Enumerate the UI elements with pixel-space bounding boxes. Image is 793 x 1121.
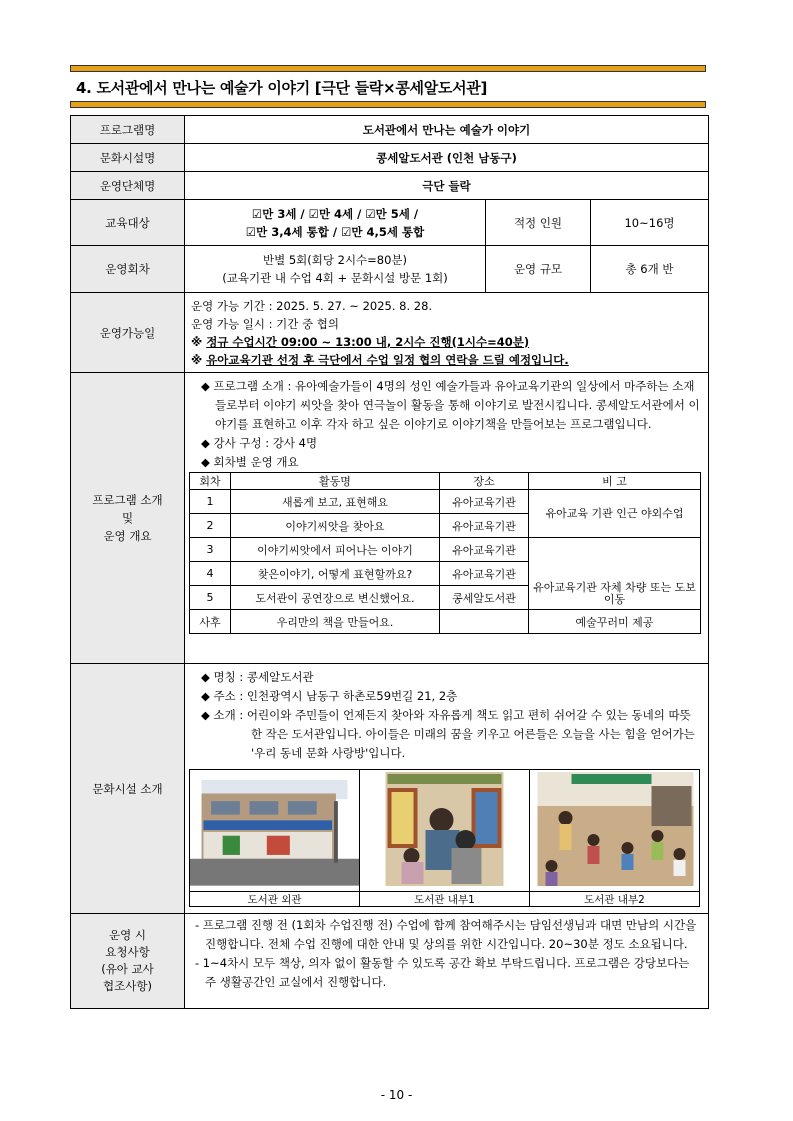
session-place: 유아교육기관 [440,490,529,514]
session-plan-table [189,472,701,634]
session-place: 유아교육기관 [440,514,529,538]
photo-caption-interior-2: 도서관 내부2 [530,891,699,908]
program-info-table [70,115,709,1009]
photo-caption-interior-1: 도서관 내부1 [360,891,529,908]
library-interior-1-image [360,770,529,888]
facility-intro-content [185,664,709,914]
capacity-label: 적정 인원 [486,200,591,246]
operator-value: 극단 들락 [185,172,709,200]
scale-label: 운영 규모 [486,246,591,293]
col-header-activity: 활동명 [231,473,440,490]
session-no: 4 [190,562,231,586]
session-no: 사후 [190,610,231,634]
target-line-2: ☑만 3,4세 통합 / ☑만 4,5세 통합 [245,224,425,239]
dates-value [185,293,709,373]
dates-period: 운영 가능 기간 : 2025. 5. 27. ~ 2025. 8. 28. [191,298,433,313]
overview-content [185,373,709,664]
staff-info: ◆ 강사 구성 : 강사 4명 [201,436,318,450]
requests-label-4: 협조사항) [103,979,152,993]
overview-label-3: 운영 개요 [103,529,152,543]
session-activity: 우리만의 책을 만들어요. [231,610,440,634]
overview-label-1: 프로그램 소개 [92,493,163,507]
session-place: 콩세알도서관 [440,586,529,610]
dates-note-2: 유아교육기관 선정 후 극단에서 수업 일정 협의 연락을 드릴 예정입니다. [206,352,569,367]
program-name-label: 프로그램명 [71,116,185,144]
target-line-1: ☑만 3세 / ☑만 4세 / ☑만 5세 / [251,206,419,221]
photo-interior-1 [360,770,530,906]
sessions-label: 운영회차 [71,246,185,293]
target-value [185,200,486,246]
facility-name-value: 콩세알도서관 (인천 남동구) [185,144,709,172]
session-note-1-2: 유아교육 기관 인근 야외수업 [529,490,701,538]
sessions-value [185,246,486,293]
sessions-line-1: 반별 5회(회당 2시수=80분) [262,253,408,267]
requests-label-3: (유아 교사 [101,962,154,976]
scale-value: 총 6개 반 [591,246,709,293]
session-place [440,610,529,634]
dates-note-1: 정규 수업시간 09:00 ~ 13:00 내, 2시수 진행(1시수=40분) [206,334,530,349]
overview-label-2: 및 [121,511,134,525]
photo-exterior [190,770,360,906]
session-no: 2 [190,514,231,538]
target-label: 교육대상 [71,200,185,246]
col-header-no: 회차 [190,473,231,490]
dates-note-mark-1: ※ [191,334,207,349]
request-item-1: - 프로그램 진행 전 (1회차 수업진행 전) 수업에 함께 참여해주시는 담임선생님과 대면 만남의 시간을 진행합니다. 전체 수업 진행에 대한 안내 및 상의를 위한 시간입니다. 20~30분 정도 소요됩니다. [195,918,697,951]
dates-note-mark-2: ※ [191,352,207,367]
section-title: 4. 도서관에서 만나는 예술가 이야기 [극단 들락×콩세알도서관] [76,79,488,97]
session-no: 5 [190,586,231,610]
session-place: 유아교육기관 [440,538,529,562]
overview-label [71,373,185,664]
session-note-after: 예술꾸러미 제공 [529,610,701,634]
title-bar-top [70,65,706,72]
session-no: 1 [190,490,231,514]
session-place: 유아교육기관 [440,562,529,586]
library-exterior-image [190,770,359,888]
requests-label-1: 운영 시 [109,928,146,942]
library-interior-2-image [530,770,699,888]
requests-label [71,914,185,1009]
session-activity: 이야기씨앗을 찾아요 [231,514,440,538]
session-activity: 찾은이야기, 어떻게 표현할까요? [231,562,440,586]
request-item-2: - 1~4차시 모두 책상, 의자 없이 활동할 수 있도록 공간 확보 부탁드립니다. 프로그램은 강당보다는 주 생활공간인 교실에서 진행합니다. [195,956,690,989]
program-intro: ◆ 프로그램 소개 : 유아예술가들이 4명의 성인 예술가들과 유아교육기관의 일상에서 마주하는 소재들로부터 이야기 씨앗을 찾아 연극놀이 활동을 통해 이야기로 발전시킵니다. 콩세알도서관에서 이야기를 표현하고 이후 각자 하고 싶은 이야기로 이야기책을 만들어보는 프로그램입니다. [201,379,700,431]
table-row [190,490,701,514]
facility-name: ◆ 명칭 : 콩세알도서관 [201,670,314,684]
session-activity: 이야기씨앗에서 피어나는 이야기 [231,538,440,562]
session-no: 3 [190,538,231,562]
col-header-place: 장소 [440,473,529,490]
session-activity: 새롭게 보고, 표현해요 [231,490,440,514]
photo-strip [189,769,700,907]
facility-description: ◆ 소개 : 어린이와 주민들이 언제든지 찾아와 자유롭게 책도 읽고 편히 쉬어갈 수 있는 동네의 따뜻한 작은 도서관입니다. 아이들은 미래의 꿈을 키우고 어른들은 오늘을 사는 힘을 얻어가는 '우리 동네 문화 사랑방'입니다. [201,708,695,760]
program-name-value: 도서관에서 만나는 예술가 이야기 [185,116,709,144]
sessions-line-2: (교육기관 내 수업 4회 + 문화시설 방문 1회) [222,271,448,285]
facility-name-label: 문화시설명 [71,144,185,172]
session-note-4-5: 유아교육기관 자체 차량 또는 도보 이동 [529,538,701,610]
col-header-note: 비 고 [529,473,701,490]
facility-address: ◆ 주소 : 인천광역시 남동구 하촌로59번길 21, 2층 [201,689,458,703]
session-activity: 도서관이 공연장으로 변신했어요. [231,586,440,610]
photo-interior-2 [530,770,699,906]
photo-caption-exterior: 도서관 외관 [190,891,359,908]
operator-label: 운영단체명 [71,172,185,200]
table-row [190,538,701,562]
dates-label: 운영가능일 [71,293,185,373]
page-number: - 10 - [380,1088,413,1102]
title-bar-bottom [70,101,706,108]
requests-label-2: 요청사항 [105,945,150,959]
capacity-value: 10~16명 [591,200,709,246]
plan-title: ◆ 회차별 운영 개요 [201,455,299,469]
table-row [190,610,701,634]
dates-time: 운영 가능 일시 : 기간 중 협의 [191,316,340,331]
requests-content [185,914,709,1009]
facility-intro-label: 문화시설 소개 [71,664,185,914]
